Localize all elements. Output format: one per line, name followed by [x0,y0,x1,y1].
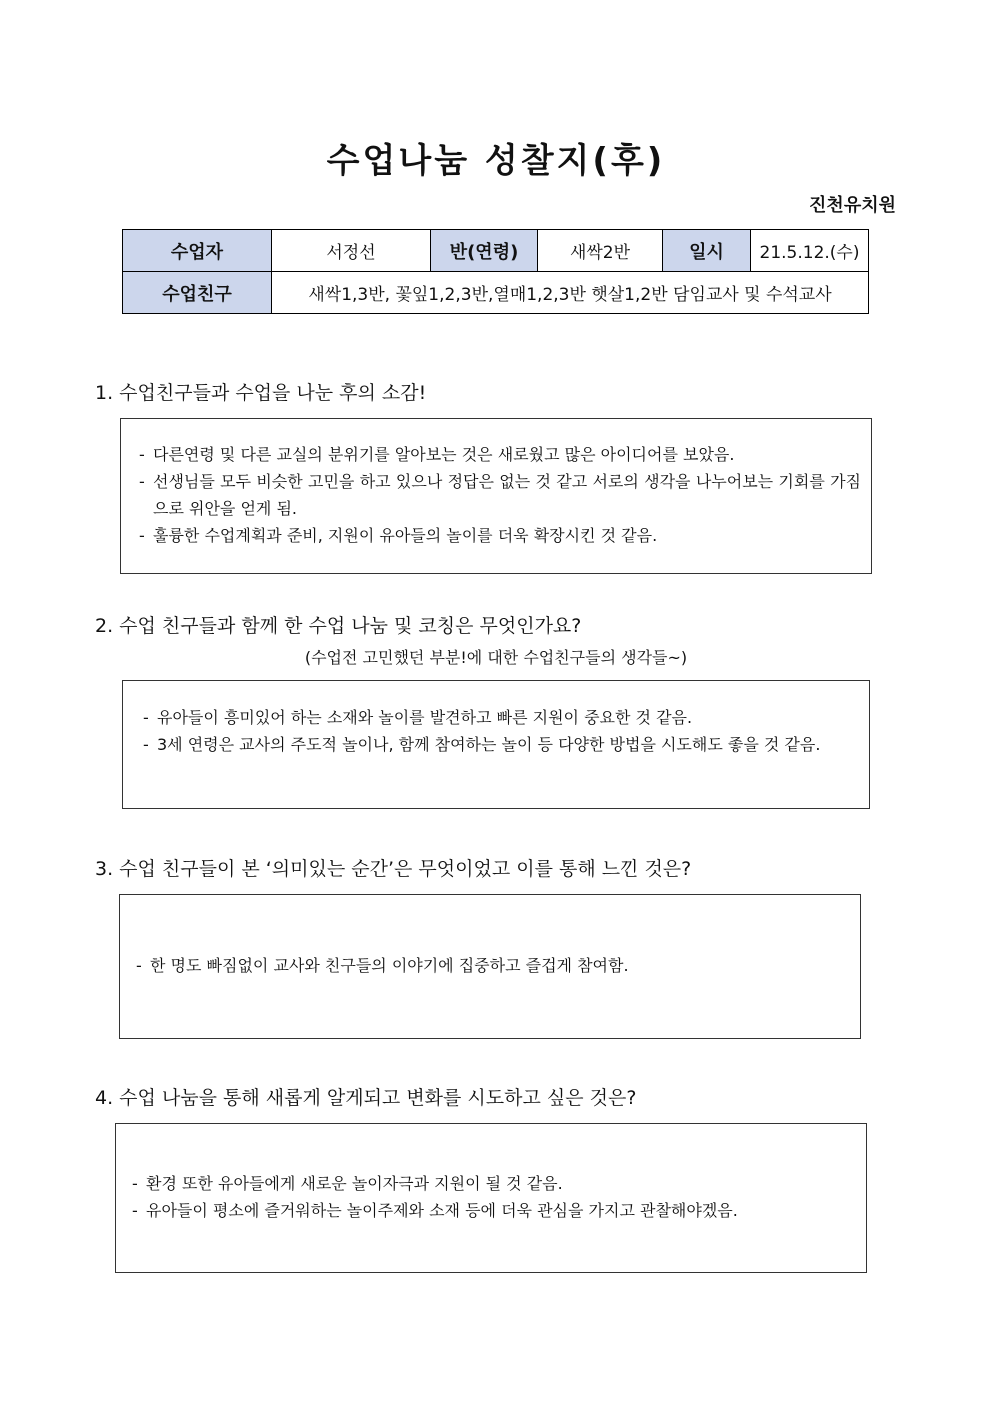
list-item: - 다른연령 및 다른 교실의 분위기를 알아보는 것은 새로웠고 많은 아이디어를 보았음. [131,441,861,468]
question-4: 4. 수업 나눔을 통해 새롭게 알게되고 변화를 시도하고 싶은 것은? [95,1087,637,1109]
answer-list-2 [135,704,859,758]
peers-value: 새싹1,3반, 꽃잎1,2,3반,열매1,2,3반 햇살1,2반 담임교사 및 수석교사 [272,272,869,314]
date-value: 21.5.12.(수) [751,230,869,272]
question-2: 2. 수업 친구들과 함께 한 수업 나눔 및 코칭은 무엇인가요? [95,615,582,637]
class-label: 반(연령) [431,230,538,272]
question-2-subtitle: (수업전 고민했던 부분!에 대한 수업친구들의 생각들~) [304,648,688,667]
teacher-value: 서정선 [272,230,431,272]
answer-box-2 [122,680,870,809]
info-row-1 [123,230,869,272]
list-item: - 훌륭한 수업계획과 준비, 지원이 유아들의 놀이를 더욱 확장시킨 것 같음. [131,522,861,549]
list-item: - 환경 또한 유아들에게 새로운 놀이자극과 지원이 될 것 같음. [124,1170,856,1197]
info-row-2 [123,272,869,314]
list-item: - 선생님들 모두 비슷한 고민을 하고 있으나 정답은 없는 것 같고 서로의 생각을 나누어보는 기회를 가짐으로 위안을 얻게 됨. [131,468,861,522]
info-table [122,229,869,314]
question-3: 3. 수업 친구들이 본 ‘의미있는 순간’은 무엇이었고 이를 통해 느낀 것은? [95,858,692,880]
class-value: 새싹2반 [538,230,663,272]
answer-list-4 [124,1170,856,1224]
organization-name: 진천유치원 [809,195,896,216]
list-item: - 한 명도 빠짐없이 교사와 친구들의 이야기에 집중하고 즐겁게 참여함. [128,952,850,979]
answer-list-1 [131,441,861,549]
teacher-label: 수업자 [123,230,272,272]
answer-box-1 [120,418,872,574]
page-title: 수업나눔 성찰지(후) [326,141,666,181]
date-label: 일시 [663,230,751,272]
question-1: 1. 수업친구들과 수업을 나눈 후의 소감! [95,382,427,404]
list-item: - 유아들이 흥미있어 하는 소재와 놀이를 발견하고 빠른 지원이 중요한 것 같음. [135,704,859,731]
answer-box-3 [119,894,861,1039]
answer-box-4 [115,1123,867,1273]
list-item: - 유아들이 평소에 즐거워하는 놀이주제와 소재 등에 더욱 관심을 가지고 관찰해야겠음. [124,1197,856,1224]
peers-label: 수업친구 [123,272,272,314]
list-item: - 3세 연령은 교사의 주도적 놀이나, 함께 참여하는 놀이 등 다양한 방법을 시도해도 좋을 것 같음. [135,731,859,758]
answer-list-3 [128,952,850,979]
